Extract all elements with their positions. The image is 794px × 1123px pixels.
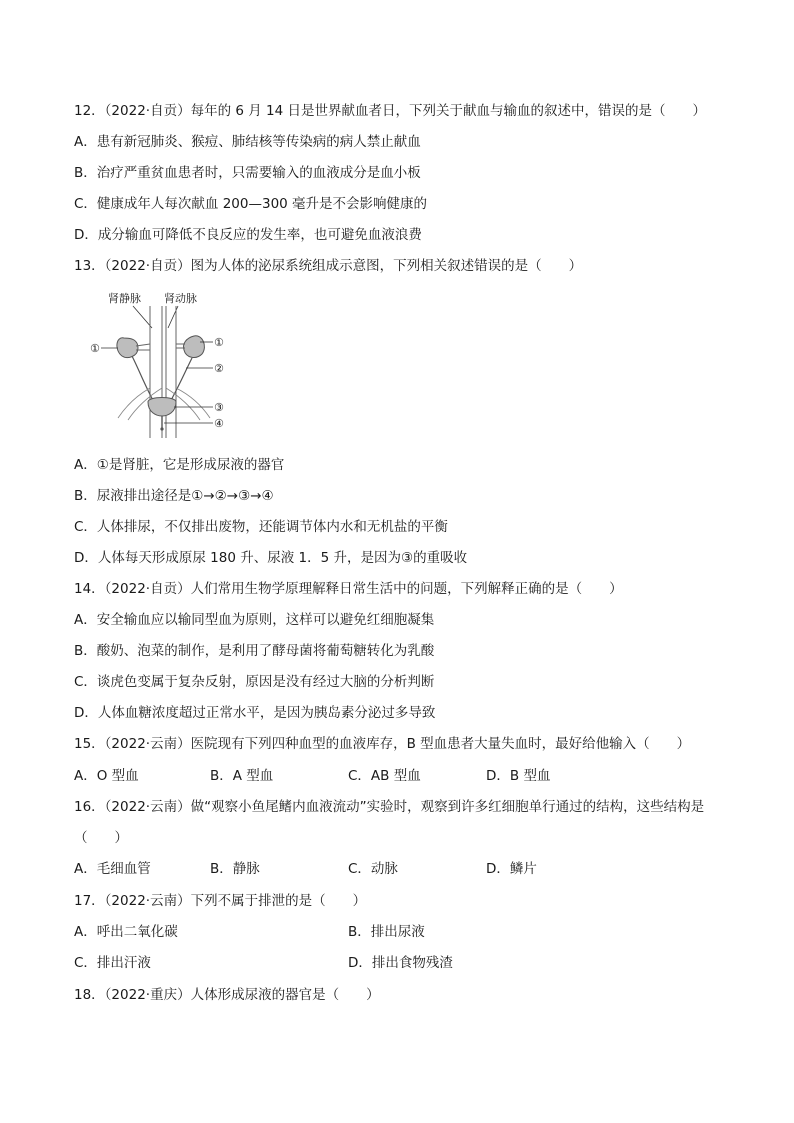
aorta [166,306,176,438]
q13-option-d: D．人体每天形成原尿 180 升、尿液 1．5 升，是因为③的重吸收 [74,550,468,566]
q13-stem: 13．（2022·自贡）图为人体的泌尿系统组成示意图，下列相关叙述错误的是（ ） [74,258,583,274]
right-kidney [183,336,204,358]
label-renal-vein: 肾静脉 [108,292,141,305]
q15-option-d: D．B 型血 [486,768,551,784]
q12-stem: 12．（2022·自贡）每年的 6 月 14 日是世界献血者日，下列关于献血与输血的叙述中，错误的是（ ） [74,103,707,119]
marker-1-right: ① [214,336,224,349]
q15-option-c: C．AB 型血 [348,768,421,784]
q14-option-d: D．人体血糖浓度超过正常水平，是因为胰岛素分泌过多导致 [74,705,436,721]
left-ureter [132,356,154,402]
urinary-system-diagram [88,288,248,438]
q15-stem: 15．（2022·云南）医院现有下列四种血型的血液库存，B 型血患者大量失血时，最好给他输入（ ） [74,736,691,752]
q17-option-b: B．排出尿液 [348,924,425,940]
left-kidney [117,338,138,358]
q15-option-a: A．O 型血 [74,768,139,784]
q18-stem: 18．（2022·重庆）人体形成尿液的器官是（ ） [74,987,380,1003]
marker-3: ③ [214,401,224,414]
label-renal-artery: 肾动脉 [164,292,197,305]
q16-option-c: C．动脉 [348,861,398,877]
q16-option-b: B．静脉 [210,861,260,877]
q17-option-d: D．排出食物残渣 [348,955,453,971]
q16-option-a: A．毛细血管 [74,861,151,877]
q13-option-a: A．①是肾脏，它是形成尿液的器官 [74,457,285,473]
vein-leader [133,306,152,328]
q16-stem-cont: （ ） [74,830,128,846]
q12-option-d: D．成分输血可降低不良反应的发生率，也可避免血液浪费 [74,227,422,243]
q17-option-a: A．呼出二氧化碳 [74,924,178,940]
q14-option-c: C．谈虎色变属于复杂反射，原因是没有经过大脑的分析判断 [74,674,435,690]
q14-option-a: A．安全输血应以输同型血为原则，这样可以避免红细胞凝集 [74,612,435,628]
q16-option-d: D．鳞片 [486,861,537,877]
q13-option-c: C．人体排尿，不仅排出废物，还能调节体内水和无机盐的平衡 [74,519,448,535]
q16-stem: 16．（2022·云南）做“观察小鱼尾鳍内血液流动”实验时，观察到许多红细胞单行通过的结构，这些结构是 [74,799,705,815]
bladder [148,398,176,417]
q15-option-b: B．A 型血 [210,768,274,784]
marker-4: ④ [214,417,224,430]
marker-1-left: ① [90,342,100,355]
q12-option-b: B．治疗严重贫血患者时，只需要输入的血液成分是血小板 [74,165,421,181]
urethra-opening [160,427,163,430]
q12-option-c: C．健康成年人每次献血 200—300 毫升是不会影响健康的 [74,196,428,212]
q12-option-a: A．患有新冠肺炎、猴痘、肺结核等传染病的病人禁止献血 [74,134,421,150]
q14-stem: 14．（2022·自贡）人们常用生物学原理解释日常生活中的问题，下列解释正确的是（ ） [74,581,623,597]
q17-option-c: C．排出汗液 [74,955,151,971]
q14-option-b: B．酸奶、泡菜的制作，是利用了酵母菌将葡萄糖转化为乳酸 [74,643,435,659]
vena-cava [150,306,162,438]
q17-stem: 17．（2022·云南）下列不属于排泄的是（ ） [74,893,367,909]
q13-option-b: B．尿液排出途径是①→②→③→④ [74,488,274,504]
marker-2: ② [214,362,224,375]
